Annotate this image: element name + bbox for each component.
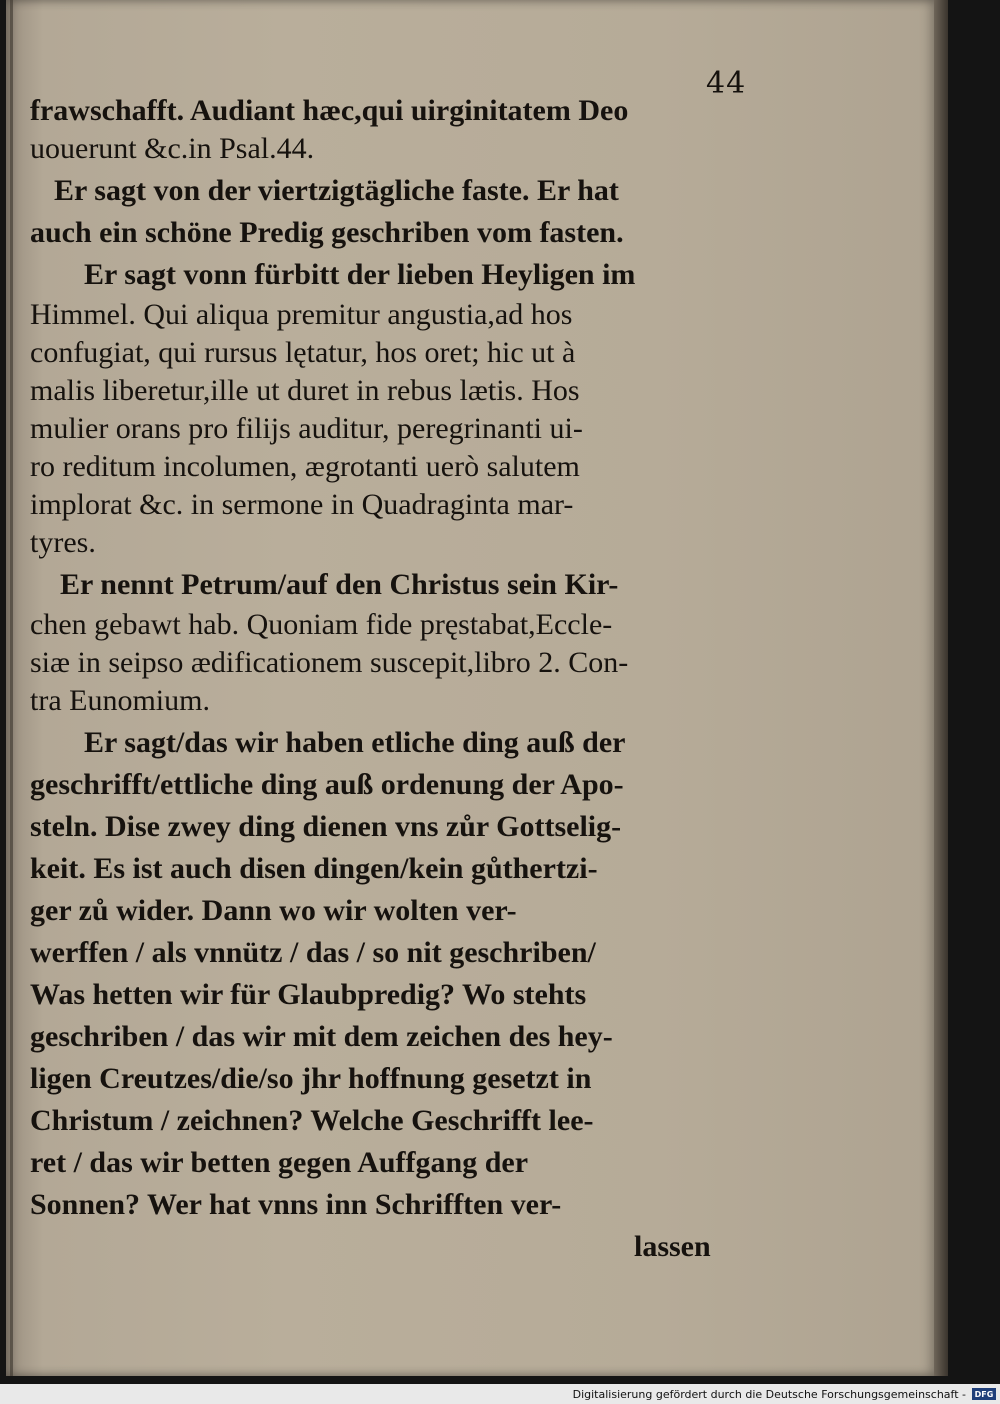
text-line: ro reditum incolumen, ægrotanti uerò salutem — [30, 450, 580, 483]
footer-bar — [0, 1384, 1000, 1404]
text-line: uouerunt &c.in Psal.44. — [30, 132, 315, 165]
page-gutter-line — [10, 0, 13, 1376]
text-line: implorat &c. in sermone in Quadraginta mar- — [30, 488, 574, 521]
text-line: ret / das wir betten gegen Auffgang der — [30, 1146, 529, 1179]
text-line: ligen Creutzes/die/so jhr hoffnung gesetzt in — [30, 1062, 592, 1095]
text-line: chen gebawt hab. Quoniam fide pręstabat,Eccle- — [30, 608, 613, 641]
text-line: lassen — [634, 1230, 711, 1263]
text-line: tyres. — [30, 526, 96, 559]
text-line: geschriben / das wir mit dem zeichen des hey- — [30, 1020, 613, 1053]
text-line: Christum / zeichnen? Welche Geschrifft lee- — [30, 1104, 594, 1137]
page-edge — [934, 0, 948, 1376]
text-line: Er sagt vonn fürbitt der lieben Heyligen im — [84, 258, 636, 291]
text-line: siæ in seipso ædificationem suscepit,libro 2. Con- — [30, 646, 629, 679]
text-line: Er sagt von der viertzigtägliche faste. Er hat — [54, 174, 619, 207]
text-line: Himmel. Qui aliqua premitur angustia,ad hos — [30, 298, 573, 331]
text-line: malis liberetur,ille ut duret in rebus lætis. Hos — [30, 374, 580, 407]
text-line: geschrifft/ettliche ding auß ordenung der Apo- — [30, 768, 624, 801]
text-line: Sonnen? Wer hat vnns inn Schrifften ver- — [30, 1188, 562, 1221]
text-line: frawschafft. Audiant hæc,qui uirginitatem Deo — [30, 94, 629, 127]
text-line: confugiat, qui rursus lętatur, hos oret; hic ut à — [30, 336, 576, 369]
dfg-logo: DFG — [972, 1388, 996, 1400]
text-line: steln. Dise zwey ding dienen vns zůr Gottselig- — [30, 810, 622, 843]
text-line: Er sagt/das wir haben etliche ding auß der — [84, 726, 626, 759]
text-line: werffen / als vnnütz / das / so nit geschriben/ — [30, 936, 596, 969]
text-line: ger zů wider. Dann wo wir wolten ver- — [30, 894, 517, 927]
text-line: mulier orans pro filijs auditur, peregrinanti ui- — [30, 412, 583, 445]
text-line: auch ein schöne Predig geschriben vom fasten. — [30, 216, 624, 249]
text-line: tra Eunomium. — [30, 684, 210, 717]
funding-credit: Digitalisierung gefördert durch die Deutsche Forschungsgemeinschaft - — [572, 1387, 966, 1401]
text-line: keit. Es ist auch disen dingen/kein gůthertzi- — [30, 852, 598, 885]
text-line: Was hetten wir für Glaubpredig? Wo stehts — [30, 978, 587, 1011]
text-line: Er nennt Petrum/auf den Christus sein Kir- — [60, 568, 619, 601]
page-number: 44 — [706, 66, 747, 101]
